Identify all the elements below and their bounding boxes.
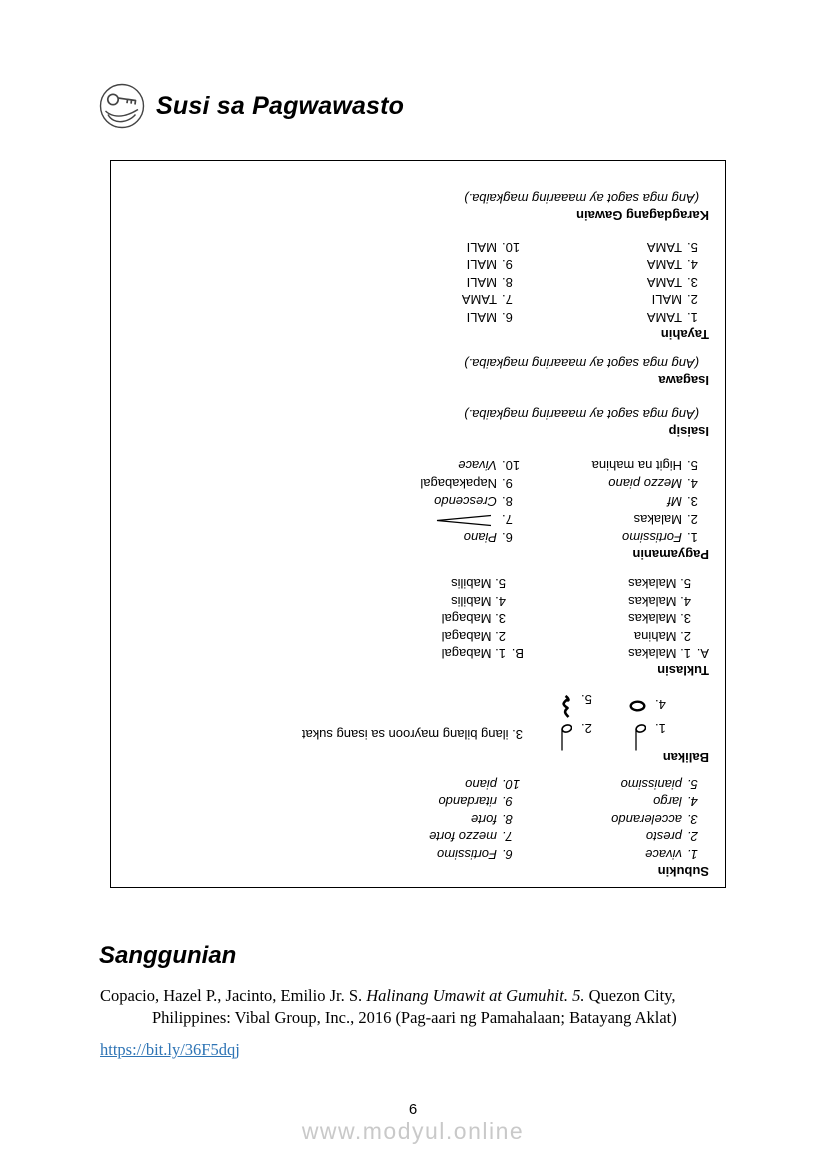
answer-item: 3. ilang bilang mayroon sa isang sukat [301, 727, 523, 743]
section-title: Subukin [657, 864, 709, 879]
section-karagdagang-gawain [127, 190, 709, 224]
section-title: Isaisip [668, 423, 709, 439]
section-note: (Ang mga sagot ay maaaring magkaiba.) [464, 406, 699, 422]
section-note: (Ang mga sagot ay maaaring magkaiba.) [464, 191, 699, 207]
section-title: Tayahin [660, 326, 709, 342]
section-tuklasin [127, 575, 709, 679]
answer-item: 1.TAMA [646, 309, 698, 325]
answer-item: 2. [523, 720, 597, 753]
citation-book-title: Halinang Umawit at Gumuhit. 5. [366, 986, 585, 1005]
answer-item: 8.Crescendo [434, 493, 513, 509]
answer-item: 8.MALI [466, 274, 513, 290]
answer-item: 2.Malakas [633, 512, 698, 527]
answer-item: 5.pianissimo [620, 777, 698, 792]
section-note: (Ang mga sagot ay maaaring magkaiba.) [464, 356, 699, 372]
answer-key-rotated-content [111, 161, 725, 887]
tuklasin-colB [127, 575, 524, 663]
answer-item: 5. Mabilis [451, 576, 506, 592]
section-title: Isagawa [658, 373, 709, 389]
section-balikan [127, 692, 709, 766]
pagyamanin-col1 [524, 456, 709, 546]
answer-item: 4.Mezzo piano [608, 476, 698, 491]
quarter-rest-icon [560, 691, 572, 719]
answer-item: 4. [597, 696, 671, 714]
answer-item: 5. [523, 691, 597, 719]
answer-item: 2.presto [645, 829, 698, 845]
answer-item: 2. Mabagal [441, 629, 506, 644]
answer-item: 8.forte [470, 812, 513, 827]
section-isaisip [127, 405, 709, 439]
answer-item: 5. Malakas [628, 576, 691, 592]
answer-item: 10.Vivace [458, 457, 521, 473]
answer-item: 1. [597, 720, 671, 753]
answer-item: 4.TAMA [646, 257, 698, 273]
answer-item: 2. Mahina [633, 629, 691, 644]
citation-publisher: Quezon City, Philippines: Vibal Group, Inc., 2016 (Pag-aari ng Pamahalaan; Batayang Aklat) [152, 986, 677, 1027]
answer-item: B.1. Mabagal [441, 646, 524, 662]
answer-item: 9.MALI [466, 257, 513, 273]
answer-item: 7. [127, 510, 524, 528]
answer-item: 3.accelerando [611, 812, 698, 827]
tayahin-col2 [127, 238, 524, 326]
section-subukin [127, 776, 709, 880]
reference-link[interactable]: https://bit.ly/36F5dqj [100, 1040, 240, 1059]
answer-item: 6.MALI [466, 309, 513, 325]
half-note-icon [633, 720, 646, 753]
answer-item: 3.Mf [667, 494, 698, 509]
answer-item: 3. Malakas [628, 611, 691, 627]
answer-item: 3. Mabagal [441, 611, 506, 627]
answer-item: 9.Napakabagal [420, 475, 513, 491]
answer-item: 3.TAMA [646, 274, 698, 290]
section-title: Tuklasin [657, 663, 709, 679]
decrescendo-hairpin-icon [435, 511, 493, 526]
page-header [98, 82, 404, 130]
balikan-row-1 [127, 720, 671, 750]
subukin-col2 [127, 776, 524, 864]
subukin-col1 [524, 776, 709, 864]
section-title: Balikan [662, 750, 709, 766]
watermark: www.modyul.online [301, 1118, 525, 1144]
half-note-icon [559, 720, 572, 753]
answer-item: 2.MALI [651, 292, 698, 308]
tuklasin-colA [524, 575, 709, 663]
answer-item: 10.MALI [466, 239, 521, 255]
whole-note-icon [629, 696, 646, 714]
answer-item: 5.TAMA [646, 239, 698, 255]
answer-item: A.1. Malakas [628, 646, 709, 662]
tayahin-col1 [524, 238, 709, 326]
answer-item: 4.largo [653, 794, 698, 810]
answer-item: 4. Malakas [628, 594, 691, 609]
answer-item: 5.Higit na mahina [591, 458, 698, 473]
page-number: 6 [408, 1101, 418, 1118]
balikan-row-2 [127, 692, 671, 718]
answer-item: 1.vivace [645, 847, 698, 862]
citation-authors: Copacio, Hazel P., Jacinto, Emilio Jr. S. [100, 986, 367, 1005]
answer-item: 7.mezzo forte [429, 829, 513, 845]
citation [100, 985, 708, 1029]
answer-item: 7.TAMA [461, 292, 513, 308]
page-title: Susi sa Pagwawasto [156, 91, 405, 120]
answer-item: 1.Fortissimo [622, 530, 698, 545]
key-in-hand-icon [98, 82, 146, 130]
section-isagawa [127, 355, 709, 389]
section-title: Karagdagang Gawain [576, 208, 709, 224]
section-pagyamanin [127, 456, 709, 562]
answer-item: 4. Mabilis [451, 594, 506, 609]
section-tayahin [127, 238, 709, 342]
answer-item: 10.piano [465, 777, 521, 792]
answer-key-box [110, 160, 726, 888]
answer-item: 6.Piano [463, 530, 513, 545]
section-title: Pagyamanin [632, 547, 709, 562]
answer-item: 6.Fortissimo [437, 847, 513, 862]
sanggunian-title: Sanggunian [99, 942, 237, 969]
answer-item: 9.ritardando [438, 794, 513, 810]
pagyamanin-col2 [127, 456, 524, 546]
